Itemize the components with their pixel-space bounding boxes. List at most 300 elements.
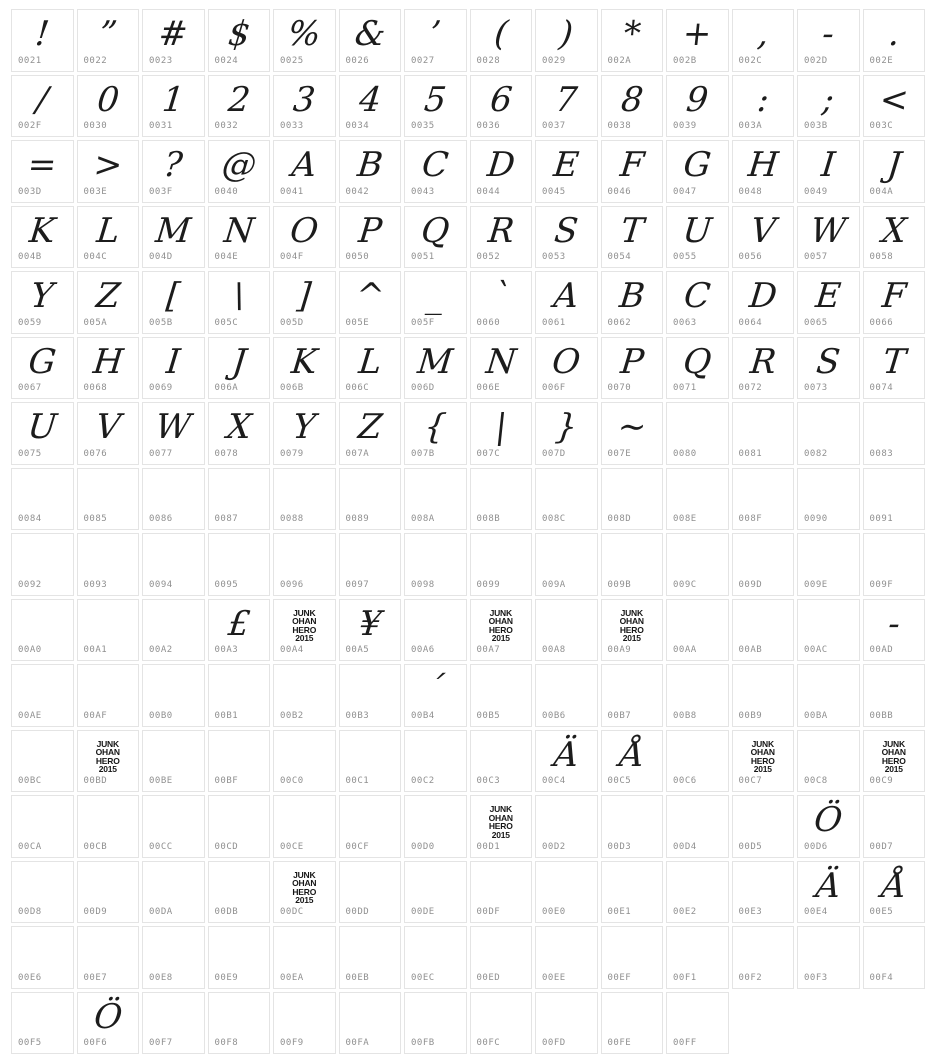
glyph-cell-0056 (732, 206, 795, 269)
glyph-cell-00BE (142, 730, 205, 793)
foundry-logo-line: JUNK (489, 804, 512, 814)
glyph (666, 534, 729, 581)
codepoint-label: 0039 (673, 121, 697, 131)
glyph-cell-00A7 (470, 599, 533, 662)
glyph-cell-0058 (863, 206, 926, 269)
codepoint-label: 008F (738, 514, 763, 524)
codepoint-label: 00C5 (607, 776, 632, 786)
glyph-cell-00B9 (732, 664, 795, 727)
codepoint-label: 0071 (673, 383, 697, 393)
foundry-logo-line: JUNK (96, 738, 119, 749)
codepoint-label: 0048 (738, 186, 763, 197)
glyph (77, 665, 140, 712)
glyph (863, 469, 926, 516)
glyph: 8 (618, 79, 645, 119)
glyph: G (681, 144, 713, 185)
glyph-cell-0095 (208, 533, 271, 596)
codepoint-label: 0078 (214, 448, 239, 459)
glyph-cell-0024 (208, 9, 271, 72)
glyph: . (886, 13, 902, 54)
glyph (666, 993, 729, 1040)
codepoint-label: 00FB (411, 1038, 435, 1048)
foundry-logo-line: JUNK (293, 607, 316, 618)
glyph: W (153, 406, 193, 447)
glyph: D (747, 275, 779, 316)
glyph (339, 665, 402, 712)
codepoint-label: 00B0 (149, 710, 173, 721)
glyph: + (680, 13, 714, 54)
glyph-cell-00F1 (666, 926, 729, 989)
glyph-cell-0073 (797, 337, 860, 400)
glyph-cell-0083 (863, 402, 926, 465)
glyph-cell-00EB (339, 926, 402, 989)
glyph (339, 469, 402, 516)
glyph: £ (225, 603, 252, 643)
glyph-cell-0084 (11, 468, 74, 531)
glyph-cell-00CC (142, 795, 205, 858)
glyph-cell-0038 (601, 75, 664, 138)
glyph-cell-008E (666, 468, 729, 531)
glyph (535, 469, 598, 516)
glyph-cell-0091 (863, 468, 926, 531)
codepoint-label: 00DE (411, 907, 435, 917)
glyph-cell-0063 (666, 271, 729, 334)
codepoint-label: 00FA (345, 1038, 370, 1048)
glyph-cell-00B8 (666, 664, 729, 727)
glyph (339, 927, 402, 974)
glyph (142, 993, 205, 1040)
foundry-logo-line: 2015 (622, 633, 641, 643)
glyph-cell-00C1 (339, 730, 402, 793)
glyph-cell-00CA (11, 795, 74, 858)
glyph: X (224, 406, 253, 447)
glyph: Ä (551, 734, 581, 774)
glyph: O (550, 341, 583, 381)
glyph: P (618, 341, 646, 381)
glyph-cell-003C (863, 75, 926, 138)
glyph-cell-0061 (535, 271, 598, 334)
codepoint-label: 0027 (411, 55, 435, 66)
glyph (273, 796, 336, 843)
glyph-cell-004D (142, 206, 205, 269)
glyph (11, 665, 74, 712)
glyph-cell-006E (470, 337, 533, 400)
glyph-cell-00B6 (535, 664, 598, 727)
codepoint-label: 0022 (83, 55, 108, 66)
glyph (142, 731, 205, 778)
codepoint-label: 00E1 (607, 907, 632, 917)
glyph: > (91, 144, 125, 185)
codepoint-label: 003F (149, 186, 173, 197)
glyph-cell-00EA (273, 926, 336, 989)
codepoint-label: 00E3 (738, 907, 763, 917)
glyph (142, 665, 205, 712)
codepoint-label: 0049 (804, 186, 828, 197)
glyph-cell-009D (732, 533, 795, 596)
glyph-cell-00E5 (863, 861, 926, 924)
codepoint-label: 007D (542, 448, 566, 459)
codepoint-label: 0042 (345, 186, 370, 197)
glyph: Ö (91, 996, 124, 1036)
glyph-cell-003D (11, 140, 74, 203)
glyph-cell-0025 (273, 9, 336, 72)
glyph-cell-00A8 (535, 599, 598, 662)
glyph-cell-0060 (470, 271, 533, 334)
glyph-cell-00A2 (142, 599, 205, 662)
glyph-cell-0080 (666, 402, 729, 465)
glyph-cell-005F (404, 271, 467, 334)
glyph-cell-0074 (863, 337, 926, 400)
codepoint-label: 00FC (476, 1038, 501, 1048)
glyph: , (755, 13, 771, 54)
glyph: < (877, 79, 911, 119)
glyph (208, 993, 271, 1040)
glyph (863, 403, 926, 450)
glyph (732, 796, 795, 843)
glyph-cell-0071 (666, 337, 729, 400)
codepoint-label: 004F (280, 252, 304, 262)
glyph (470, 993, 533, 1040)
glyph-cell-0089 (339, 468, 402, 531)
glyph-cell-00D7 (863, 795, 926, 858)
glyph-cell-00DF (470, 861, 533, 924)
glyph-cell-0081 (732, 402, 795, 465)
glyph: Z (93, 275, 122, 316)
codepoint-label: 0054 (607, 252, 632, 262)
glyph (797, 600, 860, 647)
glyph (797, 731, 860, 778)
codepoint-label: 0097 (345, 579, 370, 590)
glyph-cell-00A3 (208, 599, 271, 662)
codepoint-label: 00E6 (18, 972, 42, 983)
glyph-cell-0093 (77, 533, 140, 596)
glyph-cell-0068 (77, 337, 140, 400)
glyph: 3 (291, 79, 318, 119)
glyph-cell-00F9 (273, 992, 336, 1055)
glyph-cell-006F (535, 337, 598, 400)
glyph-cell-0097 (339, 533, 402, 596)
glyph-cell-00BC (11, 730, 74, 793)
codepoint-label: 0050 (345, 252, 370, 262)
codepoint-label: 003E (83, 186, 108, 197)
glyph: I (819, 144, 838, 185)
glyph: Ö (812, 799, 845, 840)
glyph-cell-0069 (142, 337, 205, 400)
codepoint-label: 0026 (345, 55, 370, 66)
codepoint-label: 00E9 (214, 972, 239, 983)
glyph-cell-0047 (666, 140, 729, 203)
codepoint-label: 00E8 (149, 972, 173, 983)
foundry-logo-line: OHAN (292, 616, 317, 626)
foundry-logo-line: JUNK (882, 738, 905, 749)
glyph-cell-00E4 (797, 861, 860, 924)
glyph (339, 796, 402, 843)
glyph-cell-004B (11, 206, 74, 269)
glyph: U (680, 210, 714, 250)
glyph-cell-007D (535, 402, 598, 465)
glyph-cell-00AF (77, 664, 140, 727)
glyph: S (552, 210, 580, 250)
glyph: R (485, 210, 516, 250)
glyph: I (164, 341, 183, 381)
glyph-cell-00AE (11, 664, 74, 727)
codepoint-label: 0062 (607, 317, 632, 328)
glyph (797, 927, 860, 974)
glyph (77, 469, 140, 516)
codepoint-label: 00E2 (673, 907, 697, 917)
glyph (77, 862, 140, 909)
codepoint-label: 0047 (673, 186, 697, 197)
codepoint-label: 008E (673, 514, 697, 524)
foundry-logo-line: OHAN (95, 747, 120, 757)
glyph: U (25, 406, 59, 447)
codepoint-label: 008C (542, 514, 566, 524)
codepoint-label: 009C (673, 579, 697, 590)
glyph-cell-00D9 (77, 861, 140, 924)
glyph: C (682, 275, 713, 316)
codepoint-label: 0069 (149, 383, 173, 393)
foundry-logo (78, 731, 139, 774)
codepoint-label: 00C1 (345, 776, 370, 786)
foundry-logo (602, 600, 663, 643)
glyph: F (879, 275, 908, 316)
glyph (11, 469, 74, 516)
glyph-cell-00CB (77, 795, 140, 858)
codepoint-label: 00BC (18, 776, 42, 786)
codepoint-label: 005B (149, 317, 173, 328)
glyph: J (884, 144, 903, 185)
glyph: P (356, 210, 384, 250)
codepoint-label: 005C (214, 317, 239, 328)
codepoint-label: 00A1 (83, 645, 108, 655)
glyph (666, 862, 729, 909)
foundry-logo-line: HERO (750, 755, 775, 766)
codepoint-label: 00BF (214, 776, 239, 786)
glyph: L (94, 210, 122, 250)
glyph-cell-00D5 (732, 795, 795, 858)
glyph: $ (225, 13, 252, 54)
glyph (732, 600, 795, 647)
codepoint-label: 00B8 (673, 710, 697, 721)
foundry-logo-line: JUNK (293, 869, 316, 880)
codepoint-label: 00D8 (18, 907, 42, 917)
glyph: ^ (353, 275, 387, 316)
glyph: G (26, 341, 58, 381)
glyph (77, 796, 140, 843)
codepoint-label: 00A4 (280, 645, 304, 655)
glyph-cell-0027 (404, 9, 467, 72)
glyph-cell-00EF (601, 926, 664, 989)
glyph (863, 665, 926, 712)
codepoint-label: 006B (280, 383, 304, 393)
glyph-cell-005A (77, 271, 140, 334)
codepoint-label: 0058 (869, 252, 894, 262)
glyph (208, 927, 271, 974)
glyph-cell-0045 (535, 140, 598, 203)
glyph (339, 993, 402, 1040)
codepoint-label: 00AC (804, 645, 828, 655)
glyph-cell-0094 (142, 533, 205, 596)
codepoint-label: 0092 (18, 579, 42, 590)
glyph-cell-006B (273, 337, 336, 400)
codepoint-label: 00C6 (673, 776, 697, 786)
codepoint-label: 005D (280, 317, 304, 328)
codepoint-label: 0087 (214, 514, 239, 524)
glyph (339, 862, 402, 909)
glyph: 5 (422, 79, 449, 119)
glyph-cell-0086 (142, 468, 205, 531)
glyph (666, 796, 729, 843)
foundry-logo (274, 600, 335, 643)
glyph-cell-004F (273, 206, 336, 269)
codepoint-label: 0091 (869, 514, 894, 524)
glyph (142, 927, 205, 974)
glyph (404, 993, 467, 1040)
glyph-cell-00B1 (208, 664, 271, 727)
glyph (404, 862, 467, 909)
codepoint-label: 0052 (476, 252, 501, 262)
glyph (11, 534, 74, 581)
glyph: V (93, 406, 123, 447)
codepoint-label: 0029 (542, 55, 566, 66)
glyph-cell-00E1 (601, 861, 664, 924)
codepoint-label: 00F8 (214, 1038, 239, 1048)
codepoint-label: 00F7 (149, 1038, 173, 1048)
glyph: M (153, 210, 193, 250)
glyph-cell-00CE (273, 795, 336, 858)
glyph (535, 600, 598, 647)
glyph: ( (492, 13, 510, 54)
codepoint-label: 00DF (476, 907, 501, 917)
codepoint-label: 00D4 (673, 841, 697, 852)
glyph (273, 731, 336, 778)
glyph-cell-0048 (732, 140, 795, 203)
glyph-cell-00D4 (666, 795, 729, 858)
glyph-cell-0035 (404, 75, 467, 138)
codepoint-label: 0021 (18, 55, 42, 66)
glyph: K (27, 210, 58, 250)
glyph-cell-0022 (77, 9, 140, 72)
codepoint-label: 00CF (345, 841, 370, 852)
glyph-cell-008F (732, 468, 795, 531)
codepoint-label: 00EB (345, 972, 370, 983)
glyph-cell-004E (208, 206, 271, 269)
codepoint-label: 0068 (83, 383, 108, 393)
glyph: E (551, 144, 581, 185)
glyph: ] (295, 275, 313, 316)
glyph: } (553, 406, 580, 447)
codepoint-label: 004D (149, 252, 173, 262)
glyph (470, 665, 533, 712)
codepoint-label: 003D (18, 186, 42, 197)
glyph: H (90, 341, 125, 381)
glyph-cell-00C5 (601, 730, 664, 793)
glyph (273, 993, 336, 1040)
glyph (863, 927, 926, 974)
glyph (77, 534, 140, 581)
glyph-cell-0085 (77, 468, 140, 531)
glyph (273, 534, 336, 581)
glyph-cell-0023 (142, 9, 205, 72)
glyph (666, 403, 729, 450)
codepoint-label: 009E (804, 579, 828, 590)
glyph-cell-007B (404, 402, 467, 465)
glyph: - (885, 603, 902, 643)
codepoint-label: 00CA (18, 841, 42, 852)
glyph-cell-00F3 (797, 926, 860, 989)
codepoint-label: 00EF (607, 972, 632, 983)
glyph-grid (11, 9, 930, 1054)
glyph-cell-0032 (208, 75, 271, 138)
codepoint-label: 00BE (149, 776, 173, 786)
glyph-cell-007C (470, 402, 533, 465)
glyph: | (492, 406, 509, 447)
glyph-cell-0066 (863, 271, 926, 334)
glyph: V (748, 210, 778, 250)
glyph (11, 600, 74, 647)
codepoint-label: 007B (411, 448, 435, 459)
glyph (601, 534, 664, 581)
glyph (404, 796, 467, 843)
codepoint-label: 009B (607, 579, 632, 590)
codepoint-label: 00CC (149, 841, 173, 852)
glyph-cell-00E7 (77, 926, 140, 989)
codepoint-label: 0070 (607, 383, 632, 393)
glyph (404, 731, 467, 778)
glyph: ` (490, 275, 512, 316)
glyph-cell-00DE (404, 861, 467, 924)
codepoint-label: 0025 (280, 55, 304, 66)
glyph-cell-00FA (339, 992, 402, 1055)
glyph (732, 665, 795, 712)
glyph: X (879, 210, 908, 250)
glyph (142, 600, 205, 647)
glyph-cell-00AD (863, 599, 926, 662)
glyph: Ä (813, 865, 843, 905)
codepoint-label: 004E (214, 252, 239, 262)
codepoint-label: 0044 (476, 186, 501, 197)
glyph: % (285, 13, 323, 54)
glyph (666, 600, 729, 647)
glyph-cell-002E (863, 9, 926, 72)
codepoint-label: 007E (607, 448, 632, 459)
glyph-cell-0070 (601, 337, 664, 400)
glyph-cell-008A (404, 468, 467, 531)
codepoint-label: 006D (411, 383, 435, 393)
codepoint-label: 00B6 (542, 710, 566, 721)
codepoint-label: 00C7 (738, 776, 763, 786)
codepoint-label: 00AD (869, 645, 894, 655)
codepoint-label: 00F2 (738, 972, 763, 983)
glyph-cell-00F5 (11, 992, 74, 1055)
glyph: ! (33, 13, 52, 54)
glyph (797, 469, 860, 516)
glyph: C (420, 144, 451, 185)
glyph: ; (820, 79, 837, 119)
glyph-cell-0082 (797, 402, 860, 465)
codepoint-label: 00AA (673, 645, 697, 655)
glyph: L (356, 341, 384, 381)
codepoint-label: 00B4 (411, 710, 435, 721)
glyph-cell-00FE (601, 992, 664, 1055)
glyph-cell-00DD (339, 861, 402, 924)
glyph (11, 731, 74, 778)
glyph-cell-0046 (601, 140, 664, 203)
glyph-cell-0030 (77, 75, 140, 138)
glyph-cell-00F8 (208, 992, 271, 1055)
codepoint-label: 00FE (607, 1038, 632, 1048)
glyph (273, 927, 336, 974)
